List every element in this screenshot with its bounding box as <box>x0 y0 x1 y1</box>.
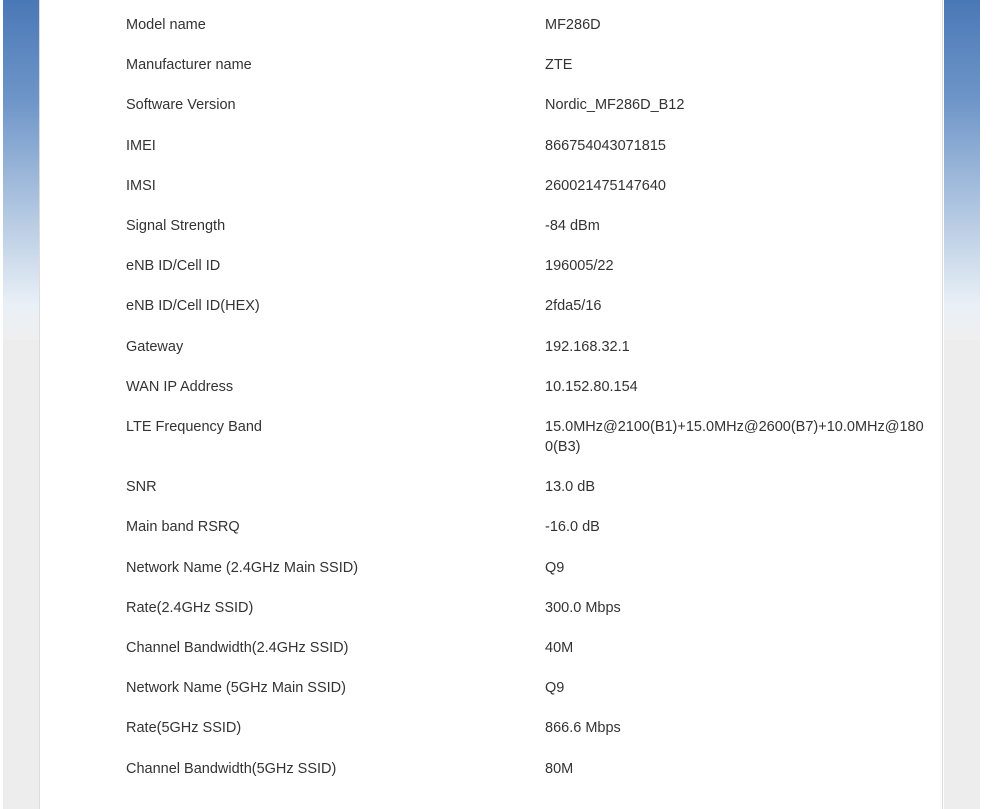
info-label: Model name <box>126 17 206 33</box>
info-value: 2fda5/16 <box>545 298 602 315</box>
info-label: WAN IP Address <box>126 378 234 395</box>
info-row-network-name-5ghz <box>40 668 944 708</box>
info-row-snr <box>40 467 944 507</box>
info-row-enb-cell-id-hex <box>40 286 944 326</box>
info-value: MF286D <box>545 17 601 33</box>
info-row-enb-cell-id <box>40 246 944 286</box>
info-value: -16.0 dB <box>545 519 600 536</box>
info-row-rate-24ghz <box>40 588 944 628</box>
info-value: -84 dBm <box>545 217 600 234</box>
info-row-rate-5ghz <box>40 708 944 748</box>
info-row-signal-strength <box>40 206 944 246</box>
info-value: 300.0 Mbps <box>545 599 621 616</box>
info-row-manufacturer-name <box>40 45 944 85</box>
info-label: IMSI <box>126 177 156 194</box>
info-value: 260021475147640 <box>545 177 666 194</box>
info-label: eNB ID/Cell ID(HEX) <box>126 298 260 315</box>
info-value: 192.168.32.1 <box>545 338 630 355</box>
info-value: 80M <box>545 760 574 777</box>
info-row-model-name <box>40 5 944 45</box>
info-row-network-name-24ghz <box>40 548 944 588</box>
info-label: Main band RSRQ <box>126 519 240 536</box>
info-row-main-band-rsrq <box>40 507 944 547</box>
info-value: 10.152.80.154 <box>545 378 638 395</box>
device-info-table <box>40 5 944 789</box>
device-info-panel <box>39 0 943 809</box>
info-value: 40M <box>545 640 574 657</box>
info-label: Channel Bandwidth(2.4GHz SSID) <box>126 640 349 657</box>
info-value: Q9 <box>545 559 565 576</box>
info-row-wan-ip-address <box>40 367 944 407</box>
info-label: Gateway <box>126 338 184 355</box>
info-label: Software Version <box>126 97 236 114</box>
info-label: Signal Strength <box>126 217 226 234</box>
info-value: 866754043071815 <box>545 137 666 154</box>
info-label: Rate(5GHz SSID) <box>126 720 242 737</box>
info-row-imsi <box>40 166 944 206</box>
info-label: LTE Frequency Band <box>126 418 262 435</box>
info-row-channel-bandwidth-5ghz <box>40 749 944 789</box>
info-label: Manufacturer name <box>126 57 252 74</box>
info-label: SNR <box>126 479 157 496</box>
info-row-software-version <box>40 85 944 125</box>
info-value: Q9 <box>545 680 565 697</box>
left-decorative-border <box>3 0 39 809</box>
info-row-imei <box>40 126 944 166</box>
info-label: IMEI <box>126 137 156 154</box>
info-value: 15.0MHz@2100(B1)+15.0MHz@2600(B7)+10.0MHz@1800(B3) <box>545 418 924 455</box>
info-label: Network Name (2.4GHz Main SSID) <box>126 559 359 576</box>
info-value: ZTE <box>545 57 573 74</box>
info-row-channel-bandwidth-24ghz <box>40 628 944 668</box>
info-label: Network Name (5GHz Main SSID) <box>126 680 346 697</box>
info-value: 13.0 dB <box>545 479 595 496</box>
info-value: Nordic_MF286D_B12 <box>545 97 685 114</box>
info-value: 196005/22 <box>545 258 614 275</box>
info-label: Rate(2.4GHz SSID) <box>126 599 254 616</box>
info-row-lte-frequency-band <box>40 407 944 467</box>
right-decorative-border <box>944 0 980 809</box>
info-label: eNB ID/Cell ID <box>126 258 221 275</box>
info-row-gateway <box>40 327 944 367</box>
info-value: 866.6 Mbps <box>545 720 621 737</box>
info-label: Channel Bandwidth(5GHz SSID) <box>126 760 337 777</box>
